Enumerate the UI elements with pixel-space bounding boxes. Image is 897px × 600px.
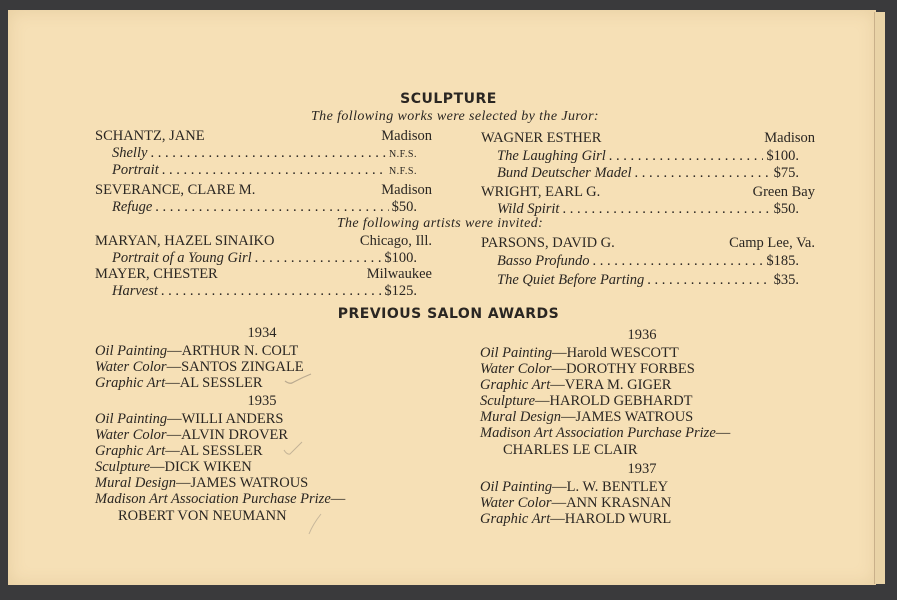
leader-dots	[609, 148, 764, 165]
sculpture-heading: SCULPTURE	[400, 91, 497, 107]
work-price: $125.	[384, 283, 417, 299]
award-entry: Oil Painting—ARTHUR N. COLT	[95, 343, 299, 359]
award-entry: Oil Painting—Harold WESCOTT	[480, 345, 679, 361]
leader-dots	[255, 250, 382, 267]
work-row	[112, 162, 417, 180]
leader-dots	[647, 272, 770, 289]
leader-dots	[155, 199, 388, 216]
artist-name: SEVERANCE, CLARE M.	[95, 182, 256, 198]
work-row	[112, 145, 417, 163]
award-entry: Graphic Art—HAROLD WURL	[480, 511, 672, 527]
work-row	[112, 283, 417, 300]
award-entry: Water Color—ANN KRASNAN	[480, 495, 672, 511]
work-price: N.F.S.	[388, 166, 417, 177]
artist-city: Milwaukee	[366, 266, 432, 282]
award-entry: Mural Design—JAMES WATROUS	[95, 475, 309, 491]
work-title: Harvest	[112, 283, 158, 299]
work-title: Portrait of a Young Girl	[112, 250, 252, 266]
artist-name: PARSONS, DAVID G.	[481, 235, 615, 251]
work-title: The Laughing Girl	[497, 148, 606, 164]
artist-name: WRIGHT, EARL G.	[481, 184, 601, 200]
award-year: 1935	[247, 393, 277, 409]
award-year: 1936	[627, 327, 657, 343]
pencil-check-icon	[282, 440, 304, 458]
award-entry: Graphic Art—VERA M. GIGER	[480, 377, 672, 393]
work-title: Basso Profundo	[497, 253, 590, 269]
leader-dots	[635, 165, 771, 182]
award-year: 1937	[627, 461, 657, 477]
work-title: Portrait	[112, 162, 159, 178]
award-entry: Graphic Art—AL SESSLER	[95, 375, 263, 391]
award-entry: Sculpture—HAROLD GEBHARDT	[480, 393, 693, 409]
artist-name: MARYAN, HAZEL SINAIKO	[95, 233, 275, 249]
work-price: $50.	[773, 201, 799, 217]
work-price: $75.	[773, 165, 799, 181]
work-row	[497, 272, 799, 289]
work-price: $100.	[766, 148, 799, 164]
artist-city: Green Bay	[752, 184, 815, 200]
artist-name: MAYER, CHESTER	[95, 266, 218, 282]
work-title: Shelly	[112, 145, 148, 161]
leader-dots	[162, 162, 386, 179]
award-entry: Madison Art Association Purchase Prize—	[480, 425, 731, 441]
award-entry: Madison Art Association Purchase Prize—	[95, 491, 346, 507]
work-price: $100.	[384, 250, 417, 266]
award-entry: Water Color—SANTOS ZINGALE	[95, 359, 304, 375]
pencil-check-icon	[283, 372, 313, 386]
work-price: $185.	[766, 253, 799, 269]
award-entry: Water Color—DOROTHY FORBES	[480, 361, 695, 377]
awards-heading: PREVIOUS SALON AWARDS	[337, 306, 560, 322]
artist-name: WAGNER ESTHER	[481, 130, 602, 146]
juror-note: The following works were selected by the Juror:	[311, 109, 599, 124]
leader-dots	[150, 145, 386, 162]
work-title: The Quiet Before Parting	[497, 272, 645, 288]
work-title: Wild Spirit	[497, 201, 560, 217]
artist-city: Camp Lee, Va.	[729, 235, 815, 251]
award-winner: CHARLES LE CLAIR	[503, 442, 638, 458]
leader-dots	[593, 253, 764, 270]
artist-city: Madison	[381, 128, 432, 144]
award-entry: Water Color—ALVIN DROVER	[95, 427, 289, 443]
work-price: $50.	[391, 199, 417, 215]
work-price: N.F.S.	[388, 149, 417, 160]
work-title: Refuge	[112, 199, 153, 215]
award-entry: Graphic Art—AL SESSLER	[95, 443, 263, 459]
work-price: $35.	[773, 272, 799, 288]
work-row	[497, 165, 799, 182]
work-row	[112, 199, 417, 216]
work-row	[112, 250, 417, 267]
artist-name: SCHANTZ, JANE	[95, 128, 205, 144]
work-title: Bund Deutscher Madel	[497, 165, 632, 181]
work-row	[497, 253, 799, 270]
artist-city: Chicago, Ill.	[359, 233, 432, 249]
award-entry: Mural Design—JAMES WATROUS	[480, 409, 694, 425]
leader-dots	[161, 283, 381, 300]
artist-city: Madison	[381, 182, 432, 198]
artist-city: Madison	[764, 130, 815, 146]
award-winner: ROBERT VON NEUMANN	[118, 508, 287, 524]
award-year: 1934	[247, 325, 277, 341]
award-entry: Sculpture—DICK WIKEN	[95, 459, 252, 475]
pencil-mark-icon	[305, 512, 325, 536]
award-entry: Oil Painting—L. W. BENTLEY	[480, 479, 669, 495]
work-row	[497, 148, 799, 165]
award-entry: Oil Painting—WILLI ANDERS	[95, 411, 284, 427]
invited-note: The following artists were invited:	[336, 216, 544, 231]
